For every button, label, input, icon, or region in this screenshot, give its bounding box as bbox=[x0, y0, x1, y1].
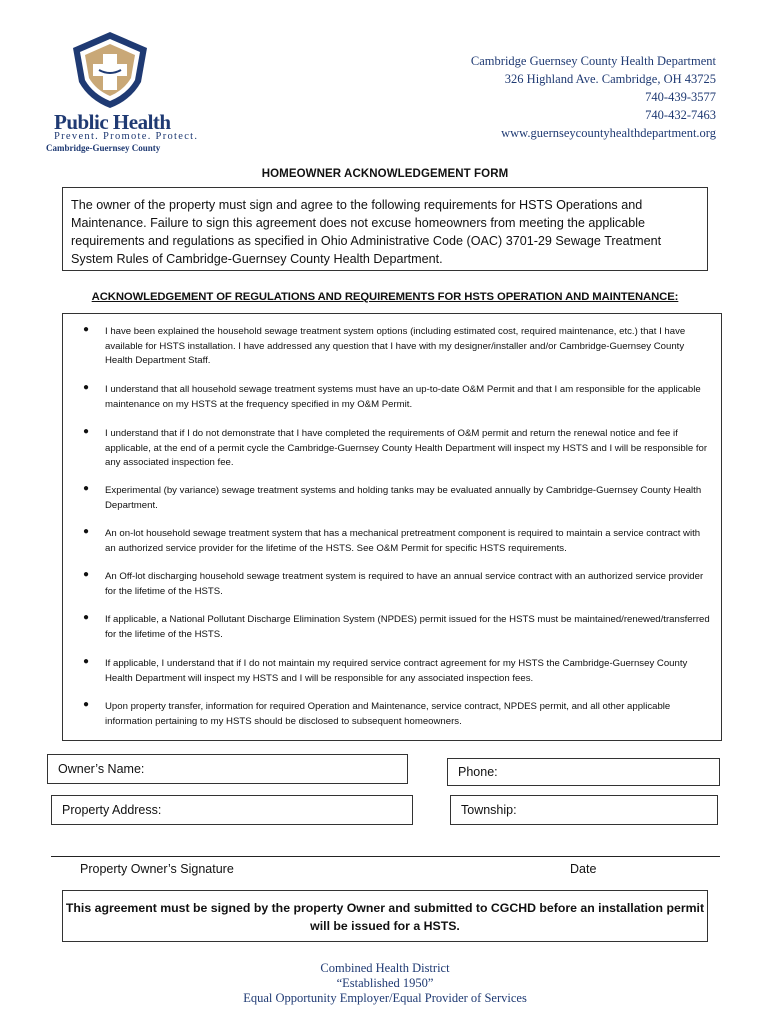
org-phone-2: 740-432-7463 bbox=[645, 108, 716, 122]
owner-signature-line[interactable] bbox=[51, 856, 466, 857]
bullet-icon: ● bbox=[83, 699, 90, 710]
public-health-logo bbox=[44, 30, 199, 153]
list-item-text: I have been explained the household sewage treatment system options (including estimated cost, required maintenance, etc.) that I have available for HSTS installation. I have addressed any question that I have with my designer/installer and/or Cambridge-Guernsey County Health Department Staff. bbox=[105, 326, 686, 366]
list-item-text: I understand that if I do not demonstrate that I have completed the requirements of O&M permit and return the renewal notice and fee if applicable, at the end of a permit cycle the Cambridge-Guernsey County Health Department will inspect my HSTS and I will be responsible for any associated inspection fee. bbox=[105, 428, 708, 468]
phone-field[interactable] bbox=[447, 758, 720, 786]
form-title: HOMEOWNER ACKNOWLEDGEMENT FORM bbox=[261, 168, 509, 180]
submission-notice: This agreement must be signed by the property Owner and submitted to CGCHD before an installation permit will be issued for a HSTS. bbox=[62, 890, 708, 942]
ack-list-box bbox=[62, 313, 722, 741]
footer-line-2: “Established 1950” bbox=[336, 976, 434, 990]
list-item-text: I understand that all household sewage treatment systems must have an up-to-date O&M Permit and that I am responsible for the applicable maintenance on my HSTS at the frequency specified in my O&M Permit. bbox=[105, 384, 701, 410]
contact-block bbox=[471, 52, 716, 142]
township-field[interactable] bbox=[450, 795, 718, 825]
phone-label: Phone: bbox=[458, 765, 498, 779]
list-item-text: An on-lot household sewage treatment system that has a mechanical pretreatment component is required to maintain a service contract with an authorized service provider for the lifetime of the HSTS. See O&M Permit for specific HSTS requirements. bbox=[105, 528, 701, 554]
bullet-icon: ● bbox=[83, 612, 90, 623]
bullet-icon: ● bbox=[83, 656, 90, 667]
owner-name-label: Owner’s Name: bbox=[58, 762, 145, 776]
date-signature-line[interactable] bbox=[466, 856, 720, 857]
ack-heading: ACKNOWLEDGEMENT OF REGULATIONS AND REQUIREMENTS FOR HSTS OPERATION AND MAINTENANCE: bbox=[91, 291, 679, 303]
bullet-icon: ● bbox=[83, 382, 90, 393]
org-address: 326 Highland Ave. Cambridge, OH 43725 bbox=[504, 72, 716, 86]
property-address-label: Property Address: bbox=[62, 803, 162, 817]
intro-paragraph: The owner of the property must sign and agree to the following requirements for HSTS Operations and Maintenance. Failure to sign this agreement does not excuse homeowners from meeting the applicable requirements and regulations as specified in Ohio Administrative Code (OAC) 3701-29 Sewage Treatment System Rules of Cambridge-Guernsey County Health Department. bbox=[62, 187, 708, 271]
bullet-icon: ● bbox=[83, 426, 90, 437]
bullet-icon: ● bbox=[83, 526, 90, 537]
list-item-text: If applicable, I understand that if I do not maintain my required service contract agreement for my HSTS the Cambridge-Guernsey County Health Department will inspect my HSTS and I will be responsible for any associated inspection fees. bbox=[105, 658, 688, 684]
owner-name-field[interactable] bbox=[47, 754, 408, 784]
bullet-icon: ● bbox=[83, 483, 90, 494]
footer bbox=[0, 961, 770, 1006]
date-label: Date bbox=[570, 862, 597, 876]
org-phone-1: 740-439-3577 bbox=[645, 90, 716, 104]
org-name: Cambridge Guernsey County Health Department bbox=[470, 54, 716, 68]
property-address-field[interactable] bbox=[51, 795, 413, 825]
owner-signature-label: Property Owner’s Signature bbox=[80, 862, 234, 876]
org-website-link[interactable]: www.guernseycountyhealthdepartment.org bbox=[501, 126, 716, 140]
logo-title: Public Health bbox=[54, 110, 171, 134]
footer-line-1: Combined Health District bbox=[320, 961, 450, 975]
shield-cross-icon bbox=[69, 30, 151, 110]
logo-tagline: Prevent. Promote. Protect. bbox=[54, 131, 199, 142]
list-item-text: Upon property transfer, information for required Operation and Maintenance, service contract, NPDES permit, and all other applicable information pertaining to my HSTS should be disclosed to subsequent homeowners. bbox=[105, 701, 671, 727]
list-item-text: If applicable, a National Pollutant Discharge Elimination System (NPDES) permit issued for the HSTS must be maintained/renewed/transferred for the lifetime of the HSTS. bbox=[105, 614, 710, 640]
logo-county: Cambridge-Guernsey County bbox=[46, 143, 161, 153]
footer-line-3: Equal Opportunity Employer/Equal Provider of Services bbox=[243, 991, 527, 1005]
township-label: Township: bbox=[461, 803, 517, 817]
bullet-icon: ● bbox=[83, 324, 90, 335]
list-item-text: Experimental (by variance) sewage treatment systems and holding tanks may be evaluated annually by Cambridge-Guernsey County Health Department. bbox=[105, 485, 702, 511]
bullet-icon: ● bbox=[83, 569, 90, 580]
list-item-text: An Off-lot discharging household sewage treatment system is required to have an annual service contract with an authorized service provider for the lifetime of the HSTS. bbox=[105, 571, 704, 597]
